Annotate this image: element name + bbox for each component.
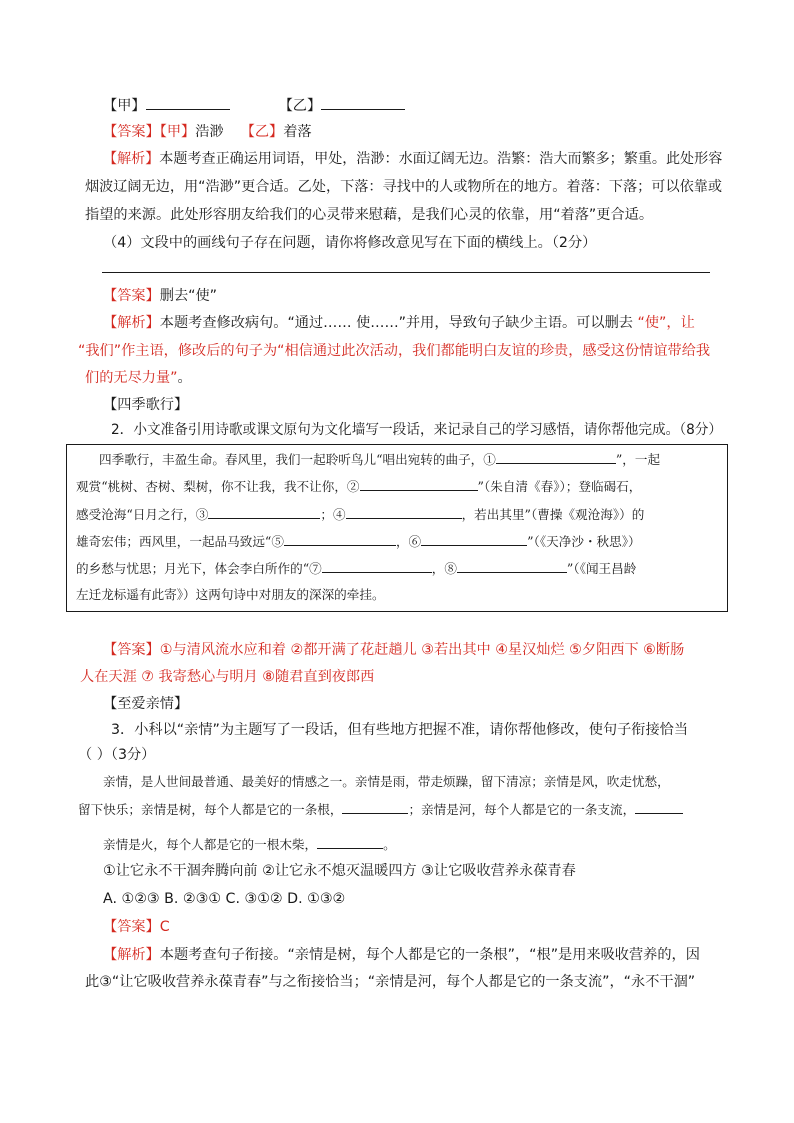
passage-line-1: 亲情，是人世间最普通、最美好的情感之一。亲情是雨，带走烦躁，留下清凉；亲情是风，吹走忧愁， <box>103 774 670 789</box>
answer-1 <box>103 122 312 142</box>
answer-2-text-1: ①与清风流水应和着 ②都开满了花赶趟儿 ③若出其中 ④星汉灿烂 ⑤夕阳西下 ⑥断肠 <box>159 642 685 658</box>
box-text: ，若出其里”（曹操《观沧海》）的 <box>461 507 645 522</box>
passage-line-3 <box>103 834 396 855</box>
answer-yi-label: 【乙】 <box>240 124 284 140</box>
analysis-tag: 【解析】 <box>103 947 160 963</box>
answer-2-line-1 <box>103 640 684 660</box>
box-line-6: 左迁龙标遥有此寄》）这两句诗中对朋友的深深的牵挂。 <box>76 587 385 602</box>
box-text: 观赏“桃树、杏树、梨树，你不让我，我不让你，② <box>76 479 360 494</box>
box-text: ”（《天净沙・秋思》） <box>527 534 641 549</box>
options-choices[interactable]: A. ①②③ B. ②③① C. ③①② D. ①③② <box>103 891 346 907</box>
answer-4-text: 删去“使” <box>159 288 218 304</box>
answer-jia-label: 【甲】 <box>159 124 196 140</box>
box-text: ，⑧ <box>431 561 457 576</box>
passage-text: 留下快乐；亲情是树，每个人都是它的一条根， <box>78 802 343 817</box>
analysis-4-text-1-red: “使”，让 <box>637 315 695 331</box>
box-text: ”（朱自清《春》）；登临碣石， <box>477 479 642 494</box>
passage-blank-3[interactable] <box>317 834 383 849</box>
analysis-1-line-3: 指望的来源。此处形容朋友给我们的心灵带来慰藉，是我们心灵的依靠，用“着落”更合适。 <box>85 207 654 223</box>
blank-7[interactable] <box>322 558 432 573</box>
blank-1[interactable] <box>496 449 616 464</box>
answer-yi-text: 着落 <box>283 124 312 140</box>
box-text: 雄奇宏伟；西风里，一起品马致远“⑤ <box>76 534 284 549</box>
answer-tag: 【答案】 <box>103 642 160 658</box>
analysis-4-line-3 <box>85 368 192 388</box>
box-line-5 <box>76 558 636 579</box>
question-3: 3．小科以“亲情”为主题写了一段话，但有些地方把握不准，请你帮他修改，使句子衔接恰当 <box>111 722 689 738</box>
box-line-4 <box>76 531 641 552</box>
box-text: ”（《闻王昌龄 <box>566 561 637 576</box>
blank-5[interactable] <box>284 531 396 546</box>
answer-4 <box>103 286 217 306</box>
answer-3-text: C <box>159 919 170 935</box>
answer-line-4[interactable] <box>102 272 710 273</box>
analysis-4-text-1: 本题考查修改病句。“通过…… 使……”并用，导致句子缺少主语。可以删去 <box>159 315 633 331</box>
analysis-1-text-1: 本题考查正确运用词语，甲处，浩渺：水面辽阔无边。浩繁：浩大而繁多；繁重。此处形容 <box>159 151 723 167</box>
jia-label: 【甲】 <box>103 98 146 114</box>
analysis-tag: 【解析】 <box>103 151 160 167</box>
fill-blank-line <box>103 95 405 116</box>
section-four-seasons: 【四季歌行】 <box>103 397 189 413</box>
blank-8[interactable] <box>457 558 567 573</box>
passage-text: ；亲情是河，每个人都是它的一条支流， <box>408 802 636 817</box>
options-items: ①让它永不干涸奔腾向前 ②让它永不熄灭温暖四方 ③让它吸收营养永葆青春 <box>103 863 576 879</box>
answer-tag: 【答案】 <box>103 919 160 935</box>
passage-blank-2[interactable] <box>635 799 683 814</box>
analysis-4-line-1 <box>103 313 695 333</box>
passage-text: 。 <box>383 837 396 852</box>
question-4: （4）文段中的画线句子存在问题，请你将修改意见写在下面的横线上。（2分） <box>103 235 597 251</box>
box-text: 感受沧海“日月之行，③ <box>76 507 209 522</box>
section-family-love: 【至爱亲情】 <box>103 696 189 712</box>
answer-3 <box>103 917 170 937</box>
analysis-3-line-1 <box>103 945 700 965</box>
blank-3[interactable] <box>208 504 320 519</box>
answer-jia-text: 浩渺 <box>195 124 224 140</box>
box-text: ”，一起 <box>615 452 661 467</box>
passage-blank-1[interactable] <box>342 799 408 814</box>
box-text: 的乡愁与忧思；月光下，体会李白所作的“⑦ <box>76 561 322 576</box>
yi-label: 【乙】 <box>278 98 322 114</box>
blank-2[interactable] <box>360 476 478 491</box>
analysis-3-line-2: 此③“让它吸收营养永葆青春”与之衔接恰当；“亲情是河，每个人都是它的一条支流”，“永不干涸” <box>85 974 696 990</box>
answer-2-line-2: 人在天涯 ⑦ 我寄愁心与明月 ⑧随君直到夜郎西 <box>80 669 375 685</box>
passage-text: 亲情是火，每个人都是它的一根木柴， <box>103 837 318 852</box>
analysis-1-line-2: 烟波辽阔无边，用“浩渺”更合适。乙处，下落：寻找中的人或物所在的地方。着落：下落；可以依靠或 <box>85 179 723 195</box>
analysis-4-text-3-red: 们的无尽力量” <box>85 370 178 386</box>
question-2: 2．小文准备引用诗歌或课文原句为文化墙写一段话，来记录自己的学习感悟，请你帮他完成。（8分） <box>111 422 723 438</box>
box-text: 四季歌行，丰盈生命。春风里，我们一起聆听鸟儿“唱出宛转的曲子，① <box>99 452 496 467</box>
blank-6[interactable] <box>421 531 527 546</box>
blank-4[interactable] <box>346 504 462 519</box>
box-line-1 <box>99 449 660 470</box>
jia-blank[interactable] <box>146 95 230 110</box>
answer-tag: 【答案】 <box>103 124 160 140</box>
box-line-3 <box>76 504 644 525</box>
answer-tag: 【答案】 <box>103 288 160 304</box>
analysis-3-text-1: 本题考查句子衔接。“亲情是树，每个人都是它的一条根”，“根”是用来吸收营养的，因 <box>159 947 700 963</box>
box-line-2 <box>76 476 641 497</box>
question-3-paren: （ ）（3分） <box>78 747 156 763</box>
box-text: ；④ <box>320 507 346 522</box>
analysis-4-text-3-end: 。 <box>177 370 192 386</box>
analysis-1-line-1 <box>103 149 722 169</box>
passage-line-2 <box>78 799 683 820</box>
analysis-tag: 【解析】 <box>103 315 160 331</box>
yi-blank[interactable] <box>321 95 405 110</box>
box-text: ，⑥ <box>395 534 422 549</box>
analysis-4-line-2: “我们”作主语，修改后的句子为“相信通过此次活动，我们都能明白友谊的珍贵，感受这份情谊带给我 <box>78 343 711 359</box>
